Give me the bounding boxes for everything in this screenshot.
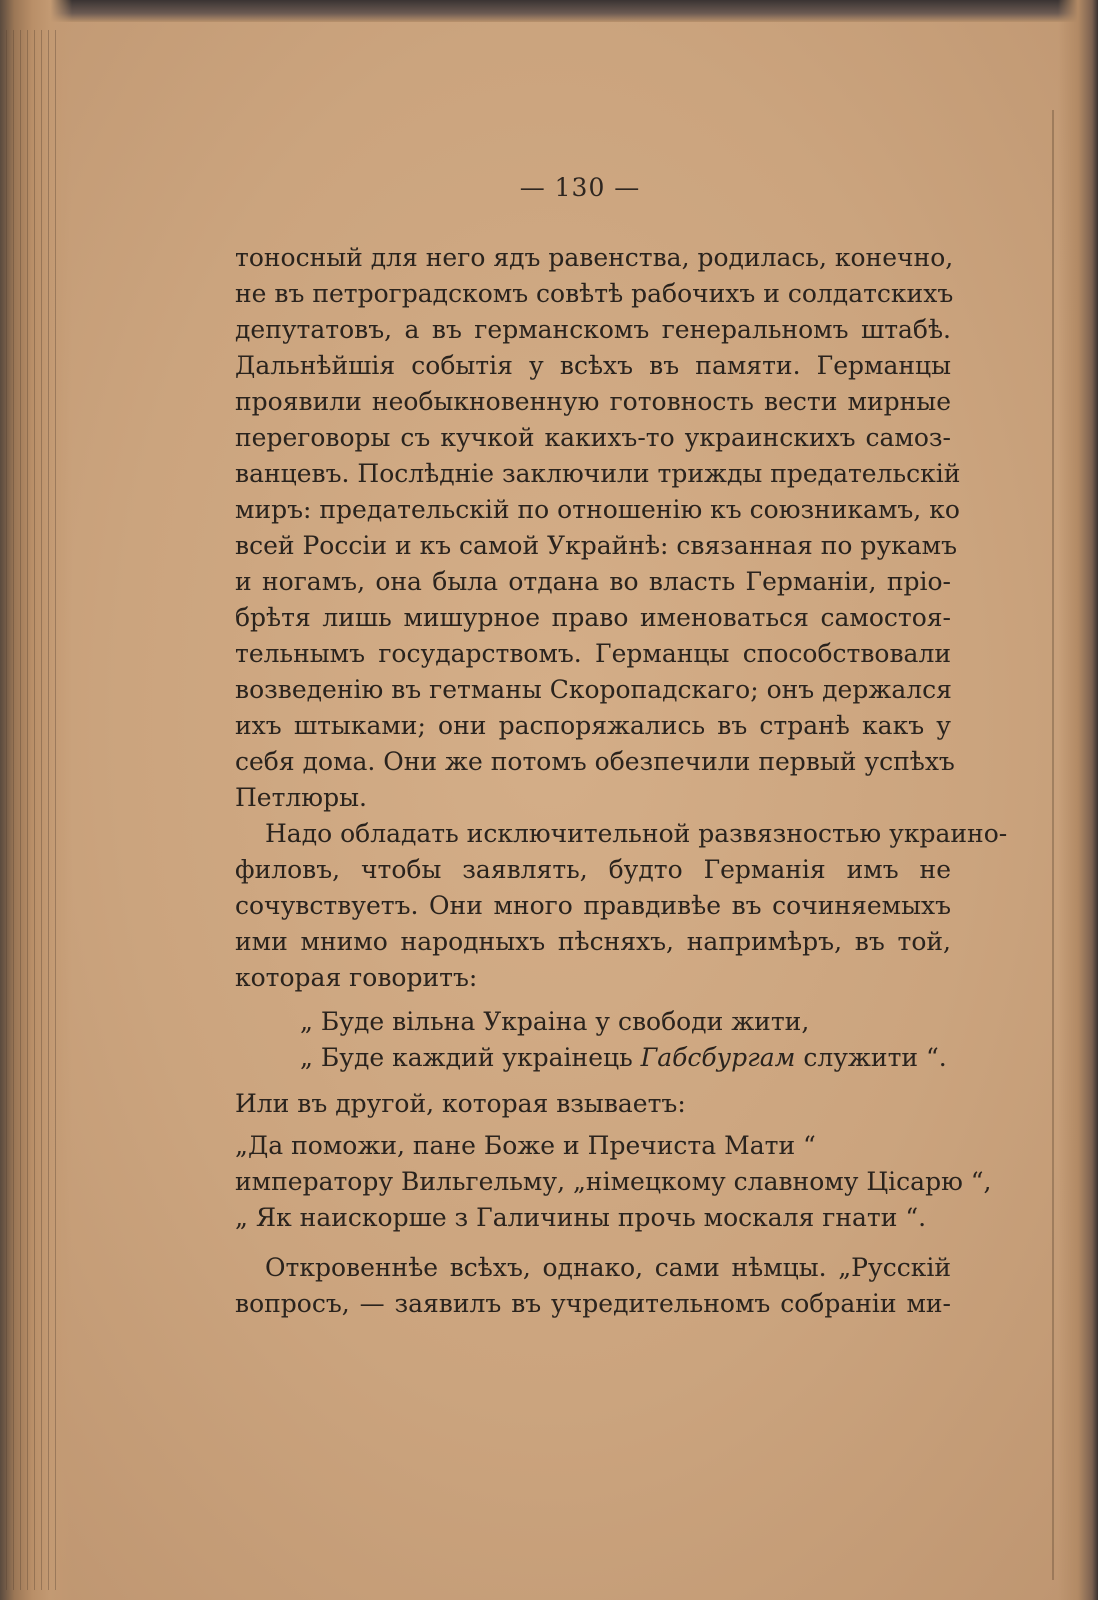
verse-line: „ Буде вільна Украіна у свободи жити, [300,1007,810,1036]
verse-2 [235,1128,992,1236]
text-line: тельнымъ государствомъ. Германцы способствовали [235,639,951,668]
text-line: вопросъ, — заявилъ въ учредительномъ собраніи ми- [235,1289,951,1318]
page-right-edge [1058,0,1098,1600]
verse-italic-word: Габсбургам [640,1043,796,1072]
paragraph-1 [235,240,961,816]
verse-line [300,1040,947,1076]
verse-line: „ Як наискорше з Галичины прочь москаля гнати “. [235,1203,927,1232]
verse-1 [300,1004,947,1076]
text-line: возведенію въ гетманы Скоропадскаго; онъ держался [235,675,952,704]
text-line: и ногамъ, она была отдана во власть Германіи, пріо- [235,567,951,596]
page-number: — 130 — [519,173,641,202]
text-line: Откровеннѣе всѣхъ, однако, сами нѣмцы. „Русскій [265,1253,951,1282]
text-line: которая говоритъ: [235,963,478,992]
text-line: Или въ другой, которая взываетъ: [235,1089,686,1118]
text-line: миръ: предательскій по отношенію къ союзникамъ, ко [235,495,960,524]
text-line: сочувствуетъ. Они много правдивѣе въ сочиняемыхъ [235,891,951,920]
text-line: не въ петроградскомъ совѣтѣ рабочихъ и солдатскихъ [235,279,954,308]
text-line: тоносный для него ядъ равенства, родилась, конечно, [235,243,954,272]
text-line: ихъ штыками; они распоряжались въ странѣ какъ у [235,711,951,740]
text-line: Петлюры. [235,783,367,812]
text-line: Дальнѣйшія событія у всѣхъ въ памяти. Германцы [235,351,951,380]
paragraph-2 [235,816,1008,996]
text-line: брѣтя лишь мишурное право именоваться самостоя- [235,603,951,632]
text-line: Надо обладать исключительной развязностью украино- [265,819,1008,848]
text-line: депутатовъ, а въ германскомъ генеральномъ штабѣ. [235,315,951,344]
text-line: ванцевъ. Послѣдніе заключили трижды предательскій [235,459,961,488]
text-line: переговоры съ кучкой какихъ-то украинскихъ самоз- [235,423,951,452]
text-line: проявили необыкновенную готовность вести мирные [235,387,951,416]
verse-line-end: служити “. [795,1043,947,1072]
verse-line: императору Вильгельму, „німецкому славному Цісарю “, [235,1167,992,1196]
verse-line-start: „ Буде каждий украінець [300,1043,641,1072]
paragraph-3 [235,1250,951,1322]
text-line: ими мнимо народныхъ пѣсняхъ, напримѣръ, въ той, [235,927,951,956]
text-line: всей Россіи и къ самой Украйнѣ: связанная по рукамъ [235,531,958,560]
text-line: филовъ, чтобы заявлять, будто Германія имъ не [235,855,951,884]
verse-line: „Да поможи, пане Боже и Пречиста Мати “ [235,1131,816,1160]
page-top-edge [0,0,1098,22]
page-fold-line [1052,110,1054,1580]
transition-line [235,1086,951,1122]
page-stack-lines [6,30,58,1590]
text-line: себя дома. Они же потомъ обезпечили первый успѣхъ [235,747,955,776]
